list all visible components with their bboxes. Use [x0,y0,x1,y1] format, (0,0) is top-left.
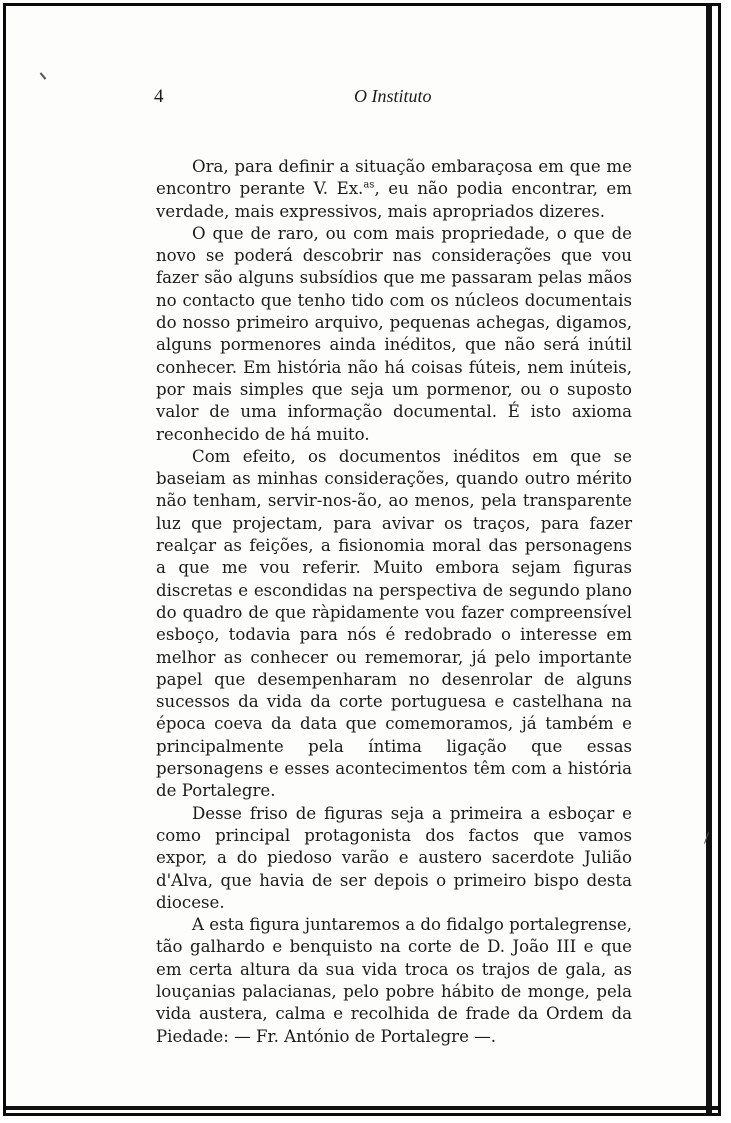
page-number: 4 [154,86,164,107]
page-header [154,86,634,112]
running-title: O Instituto [354,86,432,106]
paragraph-4: Desse friso de figuras seja a primeira a esboçar e como principal protagonista dos factos que vamos expor, a do piedoso varão e austero sacerdote Julião d'Alva, que havia de ser depois o primeiro bispo desta diocese. [156,803,632,912]
paragraph-1-text-end: , eu não podia encontrar, em verdade, mais expressivos, mais apropriados dizeres. [156,179,632,221]
paragraph-1-text-start: Ora, para definir a situação embaraçosa em que me encontro perante V. Ex. [156,157,632,199]
scan-edge-right [706,6,712,1113]
superscript-as: as [363,179,375,191]
scan-speck [40,72,47,79]
paragraph-3: Com efeito, os documentos inéditos em que se baseiam as minhas considerações, quando outro mérito não tenham, servir-nos-ão, ao menos, pela transparente luz que projectam, para avivar os traços, para fazer realçar as feições, a fisionomia moral das personagens a que me vou referir. Muito embora sejam figuras discretas e escondidas na perspectiva de segundo plano do quadro de que ràpidamente vou fazer compreensível esboço, todavia para nós é redobrado o interesse em melhor as conhecer ou rememorar, já pelo importante papel que desempenharam no desenrolar de alguns sucessos da vida da corte portuguesa e castelhana na época coeva da data que comemoramos, já também e principalmente pela íntima ligação que essas personagens e esses acontecimentos têm com a história de Portalegre. [156,446,632,801]
scan-edge-bottom [6,1106,718,1110]
page-frame [3,3,721,1116]
body-text [156,156,632,1048]
paragraph-2: O que de raro, ou com mais propriedade, o que de novo se poderá descobrir nas considerações que vou fazer são alguns subsídios que me passaram pelas mãos no contacto que tenho tido com os núcleos documentais do nosso primeiro arquivo, pequenas achegas, digamos, alguns pormenores ainda inéditos, que não será inútil conhecer. Em história não há coisas fúteis, nem inúteis, por mais simples que seja um pormenor, ou o suposto valor de uma informação documental. É isto axioma reconhecido de há muito. [156,223,632,444]
paragraph-1 [156,156,632,223]
paragraph-5: A esta figura juntaremos a do fidalgo portalegrense, tão galhardo e benquisto na corte de D. João III e que em certa altura da sua vida troca os trajos de gala, as louçanias palacianas, pelo pobre hábito de monge, pela vida austera, calma e recolhida de frade da Ordem da Piedade: — Fr. António de Portalegre —. [156,915,632,1046]
